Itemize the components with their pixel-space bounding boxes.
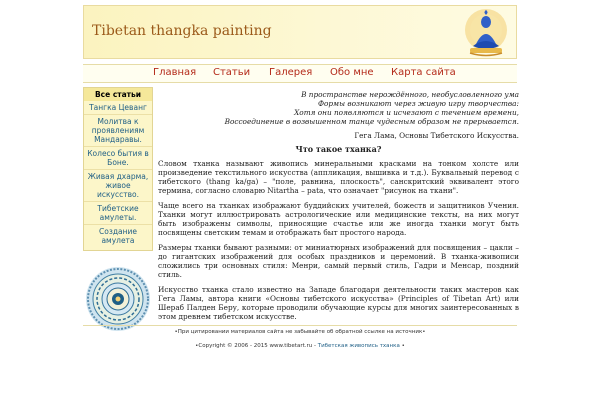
mandala-icon xyxy=(85,264,151,334)
epigraph-line: Формы возникают через живую игру творчества: xyxy=(317,99,519,108)
article-paragraph: Искусство тханка стало известно на Западе благодаря деятельности таких мастеров как Гега Ламы, автора книги «Основы тибетского искусства» (Principles of Tibetan Art) или Шераб Палден Беру, которые проводили обучающие курсы для многих заинтересованных в этом древнем тибетском искусстве. xyxy=(158,285,519,321)
sidebar-item-mandarava-prayer[interactable]: Молитва к проявлениям Мандаравы. xyxy=(84,115,152,147)
site-header xyxy=(83,5,517,59)
epigraph xyxy=(158,90,519,126)
site-title[interactable]: Tibetan thangka painting xyxy=(92,23,272,39)
sidebar-item-tsevang[interactable]: Тангка Цеванг xyxy=(84,101,152,115)
main-navigation xyxy=(83,64,517,83)
epigraph-author: Гега Лама, Основы Тибетского Искусства. xyxy=(354,131,519,140)
main-content xyxy=(158,90,519,327)
nav-sitemap[interactable]: Карта сайта xyxy=(391,67,456,78)
citation-notice: •При цитировании материалов сайта не забывайте об обратной ссылке на источник• xyxy=(83,325,517,335)
sidebar-menu xyxy=(83,87,153,251)
site-footer xyxy=(83,325,517,349)
article-paragraph: Размеры тханки бывают разными: от миниатюрных изображений для посвящения – цакли – до гигантских изображений для особых праздников и церемоний. В тханка-живописи сложились три основных стиля: Менри, самый первый стиль, Гадри и Менсар, поздний стиль. xyxy=(158,243,519,279)
nav-about[interactable]: Обо мне xyxy=(330,67,374,78)
epigraph-line: Хотя они появляются и исчезают с течением времени, xyxy=(294,108,519,117)
buddha-logo-icon xyxy=(462,8,510,58)
sidebar-item-wheel-of-life[interactable]: Колесо бытия в Боне. xyxy=(84,147,152,170)
epigraph-line: Воссоединение в возвышенном танце чудесным образом не прерывается. xyxy=(224,117,519,126)
nav-home[interactable]: Главная xyxy=(153,67,197,78)
nav-articles[interactable]: Статьи xyxy=(213,67,251,78)
sidebar xyxy=(83,87,153,339)
article-paragraph: Чаще всего на тханках изображают буддийских учителей, божеств и защитников Учения. Тханки могут иллюстрировать астрологические или медицинские тексты, на них могут быть изображены символы, приносящие счастье или же иногда тханки могут быть посвящены светским темам и отображать быт простого народа. xyxy=(158,201,519,237)
article-paragraph: Словом тханка называют живопись минеральными красками на тонком холсте или произведение текстильного искусства (аппликация, вышивка и т.д.). Буквальный перевод с тибетского (thang ka/ga) – "поле, равнина, плоскость", санскритский эквивалент этого термина, согласно словарю Nitartha – pata, что означает "рисунок на ткани". xyxy=(158,159,519,195)
footer-home-link[interactable]: Тибетская живопись тханка xyxy=(317,343,400,349)
article-heading: Что такое тханка? xyxy=(295,144,382,154)
nav-gallery[interactable]: Галерея xyxy=(269,67,313,78)
sidebar-item-amulet-creation[interactable]: Создание амулета xyxy=(99,227,137,245)
epigraph-line: В пространстве нерождённого, необусловленного ума xyxy=(301,90,519,99)
copyright-text: •Copyright © 2006 - 2015 www.tibetart.ru - xyxy=(195,343,316,349)
copyright xyxy=(83,343,517,349)
sidebar-item-tibetan-amulets[interactable]: Тибетские амулеты. xyxy=(84,202,152,225)
sidebar-heading: Все статьи xyxy=(84,88,152,101)
sidebar-item-living-dharma[interactable]: Живая дхарма, живое искусство. xyxy=(84,170,152,202)
copyright-end: • xyxy=(401,343,405,349)
